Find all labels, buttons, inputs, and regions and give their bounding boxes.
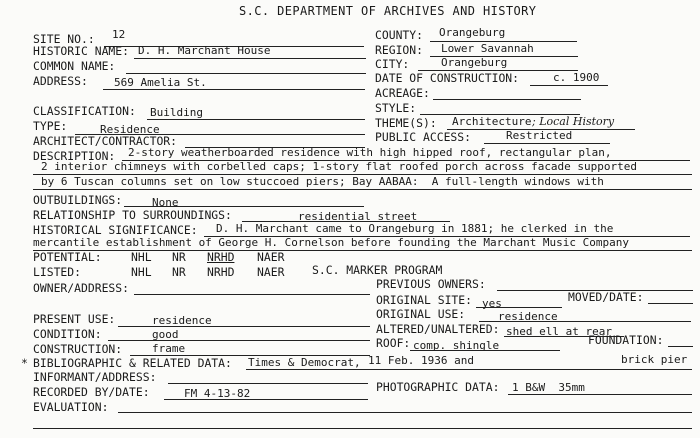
county-value: Orangeburg [439,26,506,39]
significance-line-1: D. H. Marchant came to Orangeburg in 1881; he clerked in the [216,222,614,235]
marker-program-label: S.C. MARKER PROGRAM [312,263,443,277]
bibliographic-value: Times & Democrat, [248,356,361,369]
city-value: Orangeburg [441,56,508,69]
potential-option-nhl: NHL [131,250,152,264]
bibliographic-asterisk: * [21,356,28,370]
original-site-line [476,307,562,308]
foundation-label: FOUNDATION: [588,333,664,347]
condition-line [108,340,370,341]
type-label: TYPE: [33,119,68,133]
address-value: 569 Amelia St. [114,76,207,89]
public-access-label: PUBLIC ACCESS: [375,130,472,144]
historic-name-value: D. H. Marchant House [138,44,271,57]
relationship-label: RELATIONSHIP TO SURROUNDINGS: [33,208,232,222]
informant-label: INFORMANT/ADDRESS: [33,370,157,384]
evaluation-line-2 [33,428,692,429]
description-line-1: 2-story weatherboarded residence with high hipped roof, rectangular plan, [128,146,612,159]
original-site-value: yes [482,297,502,310]
recorded-by-label: RECORDED BY/DATE: [33,385,150,399]
photographic-line [508,394,692,395]
listed-label: LISTED: [33,265,82,279]
bibliographic-date: 11 Feb. 1936 and [368,354,474,367]
themes-handwritten-value: ; Local History [532,115,615,128]
bibliographic-label: BIBLIOGRAPHIC & RELATED DATA: [33,356,232,370]
photographic-label: PHOTOGRAPHIC DATA: [376,380,500,394]
acreage-line [433,99,581,100]
altered-value: shed ell at rear [506,325,612,338]
listed-option-nhl: NHL [131,265,152,279]
potential-option-naer: NAER [257,250,285,264]
construction-value: frame [152,342,186,355]
region-label: REGION: [375,43,424,57]
original-use-label: ORIGINAL USE: [376,307,466,321]
county-label: COUNTY: [375,28,424,42]
owner-address-label: OWNER/ADDRESS: [33,281,130,295]
public-access-value: Restricted [506,129,573,142]
bibliographic-underline [246,369,362,370]
bibliographic-line [362,369,692,370]
significance-line-2: mercantile establishment of George H. Cornelson before founding the Marchant Music Company [33,236,630,249]
date-of-construction-line [530,85,608,86]
description-line-3: by 6 Tuscan columns set on low stuccoed piers; Bay AABAA: A full-length windows with [41,175,604,188]
address-line [103,89,365,90]
description-line-2: 2 interior chimneys with corbelled caps; 1-story flat roofed porch across facade supported [41,160,638,173]
listed-option-naer: NAER [257,265,285,279]
form-title: S.C. DEPARTMENT OF ARCHIVES AND HISTORY [239,4,537,18]
historic-name-line [134,58,366,59]
original-use-value: residence [498,310,558,323]
site-no-label: SITE NO.: [33,32,95,46]
listed-option-nrhd: NRHD [207,265,235,279]
condition-label: CONDITION: [33,327,102,341]
date-of-construction-label: DATE OF CONSTRUCTION: [375,71,520,85]
address-label: ADDRESS: [33,74,88,88]
photographic-value: 1 B&W 35mm [512,381,585,394]
original-site-label: ORIGINAL SITE: [376,293,473,307]
classification-line [147,119,365,120]
moved-date-label: MOVED/DATE: [568,290,644,304]
type-value: Residence [100,123,160,136]
classification-label: CLASSIFICATION: [33,104,136,118]
outbuildings-value: None [152,196,179,209]
historical-significance-label: HISTORICAL SIGNIFICANCE: [33,223,198,237]
outbuildings-line [124,206,364,207]
relationship-value: residential street [298,210,418,223]
city-label: CITY: [375,57,410,71]
potential-option-nr: NR [172,250,186,264]
recorded-by-line [164,399,368,400]
roof-value: comp. shingle [413,339,500,352]
description-label: DESCRIPTION: [33,149,116,163]
altered-label: ALTERED/UNALTERED: [376,322,500,336]
classification-value: Building [150,106,203,119]
roof-line [410,350,560,351]
owner-address-line [134,294,370,295]
foundation-line [668,346,693,347]
style-label: STYLE: [375,101,417,115]
moved-date-line [648,303,693,304]
common-name-label: COMMON NAME: [33,59,116,73]
recorded-by-value: FM 4-13-82 [184,387,251,400]
themes-value: Architecture [452,115,532,128]
historic-name-label: HISTORIC NAME: [33,44,130,58]
potential-label: POTENTIAL: [33,250,102,264]
condition-value: good [152,328,179,341]
evaluation-label: EVALUATION: [33,400,109,414]
previous-owners-label: PREVIOUS OWNERS: [376,277,486,291]
roof-label: ROOF: [376,336,411,350]
informant-line [168,383,368,384]
architect-label: ARCHITECT/CONTRACTOR: [33,134,178,148]
public-access-line [484,143,610,144]
listed-option-nr: NR [172,265,186,279]
common-name-line [126,73,366,74]
description-rule-3 [33,189,692,190]
present-use-value: residence [152,314,212,327]
present-use-label: PRESENT USE: [33,312,116,326]
evaluation-line [118,412,692,413]
site-no-value: 12 [112,28,126,41]
construction-label: CONSTRUCTION: [33,342,123,356]
acreage-label: ACREAGE: [375,86,430,100]
foundation-value: brick pier [621,353,688,366]
potential-option-nrhd: NRHD [207,250,235,264]
themes-label: THEME(S): [375,116,437,130]
original-use-line [479,321,691,322]
region-value: Lower Savannah [441,42,534,55]
present-use-line [118,326,370,327]
outbuildings-label: OUTBUILDINGS: [33,193,123,207]
date-of-construction-value: c. 1900 [553,71,600,84]
